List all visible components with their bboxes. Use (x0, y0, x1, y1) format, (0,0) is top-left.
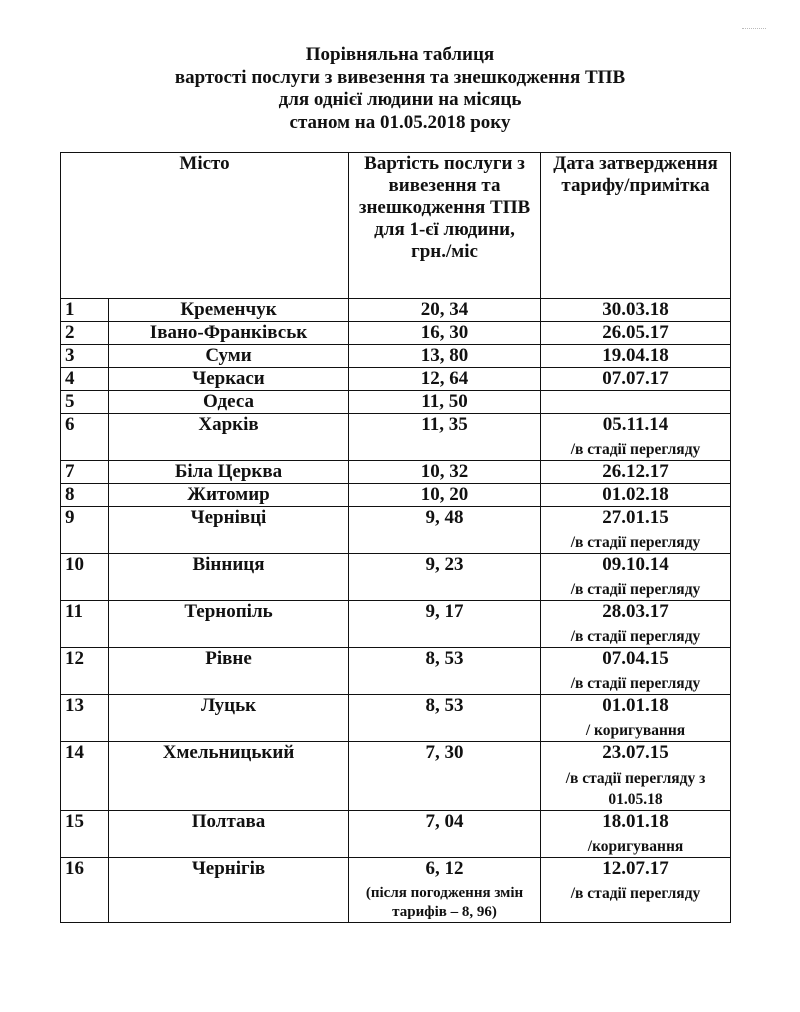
table-row (61, 484, 731, 507)
table-row (61, 414, 731, 461)
row-price-cell (349, 554, 541, 601)
row-number: 14 (61, 742, 109, 811)
row-note: /в стадії перегляду (570, 675, 701, 692)
row-price: 8, 53 (425, 648, 464, 669)
row-city: Вінниця (109, 554, 349, 601)
row-price-note: (після погодження змін тарифів – 8, 96) (365, 885, 524, 920)
table-row (61, 811, 731, 858)
table-row (61, 368, 731, 391)
row-date-cell (541, 368, 731, 391)
row-city: Черкаси (109, 368, 349, 391)
row-price-cell (349, 601, 541, 648)
row-price: 13, 80 (420, 345, 469, 366)
row-note: /в стадії перегляду (570, 441, 701, 458)
row-date-cell (541, 414, 731, 461)
row-number: 8 (61, 484, 109, 507)
row-number: 11 (61, 601, 109, 648)
row-note: / коригування (585, 722, 686, 739)
row-number: 4 (61, 368, 109, 391)
row-number: 15 (61, 811, 109, 858)
row-price: 7, 30 (425, 742, 464, 763)
row-city: Чернівці (109, 507, 349, 554)
row-price-cell (349, 507, 541, 554)
table-row (61, 648, 731, 695)
row-number: 5 (61, 391, 109, 414)
row-price-cell (349, 648, 541, 695)
row-date: 26.05.17 (602, 322, 669, 343)
row-price: 12, 64 (420, 368, 469, 389)
row-number: 6 (61, 414, 109, 461)
row-date-cell (541, 484, 731, 507)
row-date-cell (541, 601, 731, 648)
row-price-cell (349, 461, 541, 484)
row-city: Житомир (109, 484, 349, 507)
row-number: 12 (61, 648, 109, 695)
row-number: 2 (61, 322, 109, 345)
row-number: 7 (61, 461, 109, 484)
row-price: 8, 53 (425, 695, 464, 716)
row-city: Чернігів (109, 858, 349, 923)
table-body (61, 299, 731, 923)
header-date: Дата затвердження тарифу/примітка (541, 153, 731, 299)
row-price: 10, 20 (420, 484, 469, 505)
row-number: 13 (61, 695, 109, 742)
comparison-table (60, 152, 731, 923)
row-price-cell (349, 322, 541, 345)
row-date-cell (541, 345, 731, 368)
table-row (61, 391, 731, 414)
row-date: 01.02.18 (602, 484, 669, 505)
row-date-cell (541, 742, 731, 811)
table-row (61, 461, 731, 484)
row-price: 11, 35 (421, 414, 468, 435)
row-date: 05.11.14 (602, 414, 669, 435)
scan-mark (742, 28, 766, 35)
table-row (61, 322, 731, 345)
row-date: 12.07.17 (602, 858, 669, 879)
row-price: 7, 04 (425, 811, 464, 832)
row-price: 9, 17 (425, 601, 464, 622)
row-date-cell (541, 299, 731, 322)
row-price: 9, 48 (425, 507, 464, 528)
row-date-cell (541, 811, 731, 858)
row-date: 19.04.18 (602, 345, 669, 366)
title-line-4: станом на 01.05.2018 року (289, 111, 511, 133)
table-row (61, 345, 731, 368)
row-date: 28.03.17 (602, 601, 669, 622)
header-city: Місто (61, 153, 349, 299)
row-city: Хмельницький (109, 742, 349, 811)
row-price: 11, 50 (421, 391, 468, 412)
row-price-cell (349, 414, 541, 461)
document-title (0, 44, 800, 134)
row-city: Тернопіль (109, 601, 349, 648)
row-city: Івано-Франківськ (109, 322, 349, 345)
row-number: 10 (61, 554, 109, 601)
row-date: 09.10.14 (602, 554, 669, 575)
row-number: 9 (61, 507, 109, 554)
row-number: 1 (61, 299, 109, 322)
table-row (61, 742, 731, 811)
row-date-cell (541, 322, 731, 345)
row-date: 01.01.18 (602, 695, 669, 716)
title-line-2: вартості послуги з вивезення та знешкодження ТПВ (174, 66, 626, 88)
row-date-cell (541, 507, 731, 554)
row-city: Одеса (109, 391, 349, 414)
row-date: 07.04.15 (602, 648, 669, 669)
title-line-1: Порівняльна таблиця (305, 44, 495, 65)
table-header-row (61, 153, 731, 299)
table-row (61, 601, 731, 648)
row-number: 16 (61, 858, 109, 923)
row-date-cell (541, 858, 731, 923)
row-note: /в стадії перегляду з 01.05.18 (565, 770, 706, 808)
row-price: 20, 34 (420, 299, 469, 320)
row-city: Біла Церква (109, 461, 349, 484)
row-date: 30.03.18 (602, 299, 669, 320)
title-line-3: для однієї людини на місяць (278, 89, 522, 110)
row-price-cell (349, 368, 541, 391)
table-row (61, 507, 731, 554)
row-price-cell (349, 858, 541, 923)
row-price-cell (349, 345, 541, 368)
row-price: 9, 23 (425, 554, 464, 575)
table-row (61, 695, 731, 742)
row-number: 3 (61, 345, 109, 368)
row-price-cell (349, 742, 541, 811)
row-note: /в стадії перегляду (570, 534, 701, 551)
row-note: /коригування (587, 838, 684, 855)
row-city: Луцьк (109, 695, 349, 742)
row-date-cell (541, 695, 731, 742)
row-date-cell (541, 554, 731, 601)
row-price-cell (349, 299, 541, 322)
row-city: Рівне (109, 648, 349, 695)
row-price: 16, 30 (420, 322, 469, 343)
row-date-cell (541, 648, 731, 695)
table-row (61, 858, 731, 923)
row-price-cell (349, 484, 541, 507)
row-price: 10, 32 (420, 461, 469, 482)
row-price-cell (349, 391, 541, 414)
row-date: 23.07.15 (602, 742, 669, 763)
row-city: Полтава (109, 811, 349, 858)
table-row (61, 554, 731, 601)
header-price: Вартість послуги з вивезення та знешкодження ТПВ для 1-єї людини, грн./міс (349, 153, 541, 299)
row-note: /в стадії перегляду (570, 581, 701, 598)
row-date-cell (541, 391, 731, 414)
row-price-cell (349, 811, 541, 858)
row-city: Кременчук (109, 299, 349, 322)
row-date: 26.12.17 (602, 461, 669, 482)
row-price-cell (349, 695, 541, 742)
row-date-cell (541, 461, 731, 484)
row-date: 18.01.18 (602, 811, 669, 832)
table-row (61, 299, 731, 322)
row-date: 27.01.15 (602, 507, 669, 528)
row-note: /в стадії перегляду (570, 628, 701, 645)
row-price: 6, 12 (425, 858, 464, 879)
row-note: /в стадії перегляду (570, 885, 701, 902)
row-date: 07.07.17 (602, 368, 669, 389)
row-city: Суми (109, 345, 349, 368)
row-city: Харків (109, 414, 349, 461)
